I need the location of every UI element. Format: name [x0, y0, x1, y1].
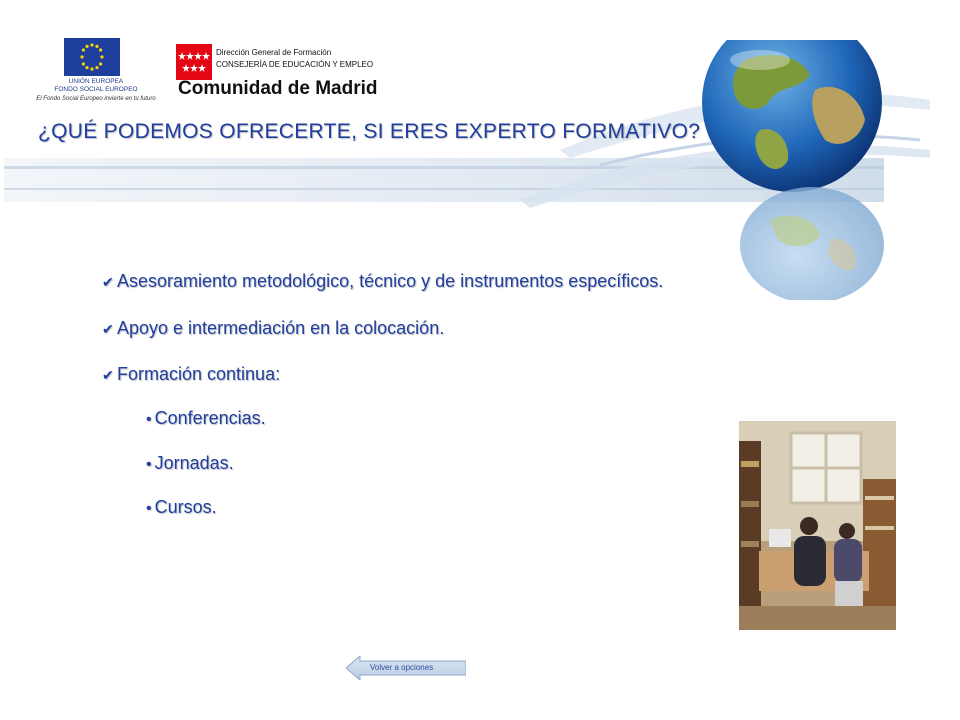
madrid-logo-line3: Comunidad de Madrid — [178, 78, 378, 99]
madrid-logo-line1: Dirección General de Formación — [216, 48, 332, 57]
sub-bullet-text: Conferencias. — [154, 408, 266, 428]
sub-bullet-item — [146, 497, 217, 518]
bullet-text: Formación continua: — [117, 364, 281, 384]
back-button-label: Volver a opciones — [370, 663, 434, 672]
checkmark-icon: ✔ — [102, 321, 114, 337]
checkmark-icon: ✔ — [102, 274, 114, 290]
office-photo — [739, 421, 896, 630]
bullet-dot-icon: • — [146, 500, 152, 517]
header-decoration — [0, 40, 960, 300]
sub-bullet-text: Cursos. — [154, 497, 217, 517]
bullet-item — [102, 271, 663, 292]
sub-bullet-item — [146, 453, 234, 474]
bullet-dot-icon: • — [146, 456, 152, 473]
bullet-text: Apoyo e intermediación en la colocación. — [117, 318, 445, 338]
bullet-item — [102, 364, 280, 385]
bullet-text: Asesoramiento metodológico, técnico y de instrumentos específicos. — [117, 271, 664, 291]
eu-logo-line2: FONDO SOCIAL EUROPEO — [54, 86, 138, 93]
eu-logo-line1: UNIÓN EUROPEA — [68, 78, 124, 85]
back-to-options-button[interactable] — [346, 656, 466, 680]
sub-bullet-item — [146, 408, 266, 429]
sub-bullet-text: Jornadas. — [154, 453, 234, 473]
globe-swoosh-graphic — [0, 40, 960, 300]
page-title: ¿QUÉ PODEMOS OFRECERTE, SI ERES EXPERTO FORMATIVO? — [38, 120, 701, 143]
eu-logo-line3: El Fondo Social Europeo invierte en tu futuro — [36, 96, 156, 102]
bullet-item — [102, 318, 444, 339]
madrid-logo-line2: CONSEJERÍA DE EDUCACIÓN Y EMPLEO — [216, 60, 374, 69]
bullet-dot-icon: • — [146, 411, 152, 428]
checkmark-icon: ✔ — [102, 367, 114, 383]
